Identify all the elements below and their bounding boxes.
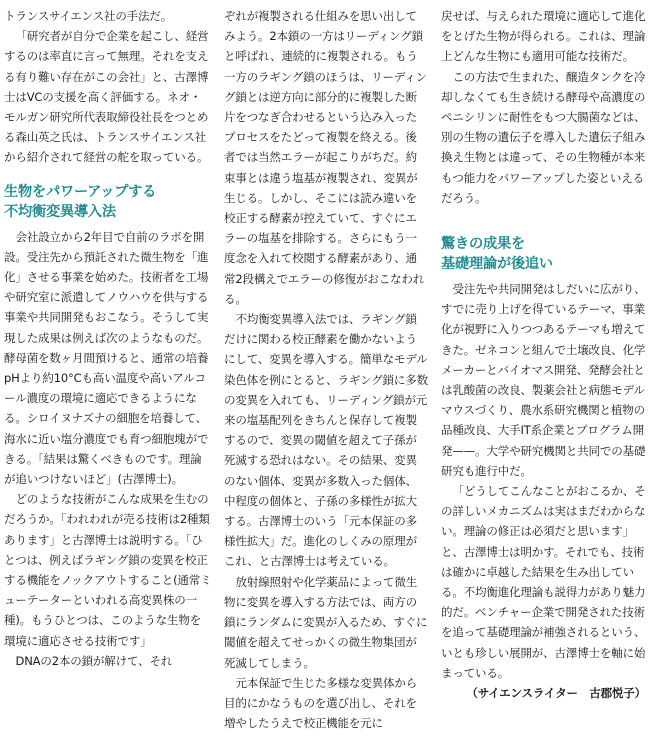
- column-1: [4, 6, 212, 671]
- paragraph: 不均衡変異導入法では、ラギング鎖だけに関わる校正酵素を働かないようにして、変異を導入する。簡単なモデル染色体を例にとると、ラギング鎖に多数の変異を入れても、リーディング鎖が元来の塩基配列をきちんと保存して複製するので、変異の閾値を超えて子孫が死滅する恐れはない。その結果、変異のない個体、変異が多数入った個体、中程度の個体と、子孫の多様性が拡大する。古澤博士のいう「元本保証の多様性拡大」だ。進化のしくみの原理がこれ、と古澤博士は考えている。: [224, 312, 428, 569]
- paragraph: 放射線照射や化学薬品によって微生物に変異を導入する方法では、両方の鎖にランダムに変異が入るため、すぐに閾値を超えてせっかくの微生物集団が死滅してしまう。: [224, 574, 428, 670]
- paragraph: 「研究者が自分で企業を起こし、経営するのは率直に言って無理。それを支える有り難い存在がこの会社」と、古澤博士はVCの支援を高く評価する。ネオ・モルガン研究所代表取締役社長をつとめる森山英之氏は、トランスサイエンス社から紹介されて経営の舵を取っている。: [4, 29, 209, 165]
- paragraph: トランスサイエンス社の手法だ。: [4, 9, 173, 23]
- paragraph: 「どうしてこんなことがおこるか、その詳しいメカニズムは実はまだわからない。理論の修正は必須だと思います」と、古澤博士は明かす。それでも、技術は確かに卓越した結果を生み出している。不均衡進化理論も説得力があり魅力的だ。ベンチャー企業で開発された技術を追って基礎理論が補強されるという、いとも珍しい展開が、古澤博士を軸に始まっている。: [441, 484, 646, 680]
- column-2: [224, 6, 428, 733]
- section-heading: 生物をパワーアップする 不均衡変異導入法: [4, 183, 157, 220]
- paragraph: この方法で生まれた、醸造タンクを冷却しなくても生き続ける酵母や高濃度のペニシリンに耐性をもつ大腸菌などは、別の生物の遺伝子を導入した遺伝子組み換え生物とは違って、その生物種が本来もつ能力をパワーアップした姿といえるだろう。: [441, 69, 646, 205]
- paragraph: ぞれが複製される仕組みを思い出してみよう。2本鎖の一方はリーディング鎖と呼ばれ、連続的に複製される。もう一方のラギング鎖のほうは、リーディング鎖とは逆方向に部分的に複製した断片をつなぎ合わせるという込み入ったプロセスをたどって複製を終える。後者では当然エラーが起こりがちだ。約束事とは違う塩基が複製され、変異が生じる。しかし、そこには読み違いを校正する酵素が控えていて、すぐにエラーの塩基を排除する。さらにもう一度念を入れて校閲する酵素があり、通常2段構えでエラーの修復がおこなわれる。: [224, 9, 428, 306]
- column-3: [441, 6, 646, 703]
- paragraph: 戻せば、与えられた環境に適応して進化をとげた生物が得られる。これは、理論上どんな生物にも適用可能な技術だ。: [441, 9, 646, 64]
- paragraph: 会社設立から2年目で自前のラボを開設。受注先から預託された微生物を「進化」させる事業を始めた。技術者を工場や研究室に派遣してノウハウを供与する事業や共同開発もおこなう。そうして実現した成果は例えば次のようなものだ。酵母菌を数ヶ月間預けると、通常の培養pHより約10°Cも高い温度や高いアルコール濃度の環境に適応できるようになる。シロイヌナズナの細胞を培養して、海水に近い塩分濃度でも育つ細胞塊ができる。「結果は驚くべきものです。理論が追いつけないほど」(古澤博士)。: [4, 229, 209, 487]
- paragraph: 受注先や共同開発はしだいに広がり、すでに売り上げを得ているテーマ、事業化が視野に入りつつあるテーマも増えてきた。ゼネコンと組んで土壌改良、化学メーカーとバイオマス開発、発酵会社とは乳酸菌の改良、製薬会社と病態モデルマウスづくり、農水系研究機関と植物の品種改良、大手IT系企業とプログラム開発——。大学や研究機関と共同での基礎研究も進行中だ。: [441, 282, 646, 478]
- paragraph: どのような技術がこんな成果を生むのだろうか。「われわれが売る技術は2種類あります」と古澤博士は説明する。「ひとつは、例えばラギング鎖の変異を校正する機能をノックアウトすること(通常ミューテーターといわれる高変異株の一種)。もうひとつは、このような生物を環境に適応させる技術です」: [4, 492, 212, 648]
- paragraph: DNAの2本の鎖が解けて、それ: [15, 653, 173, 668]
- paragraph: 元本保証で生じた多様な変異体から目的にかなうものを選び出し、それを増やしたうえで校正機能を元に: [224, 675, 418, 731]
- section-heading: 驚きの成果を 基礎理論が後追い: [441, 236, 553, 273]
- author-byline: （サイエンスライター 古郡悦子）: [466, 686, 646, 701]
